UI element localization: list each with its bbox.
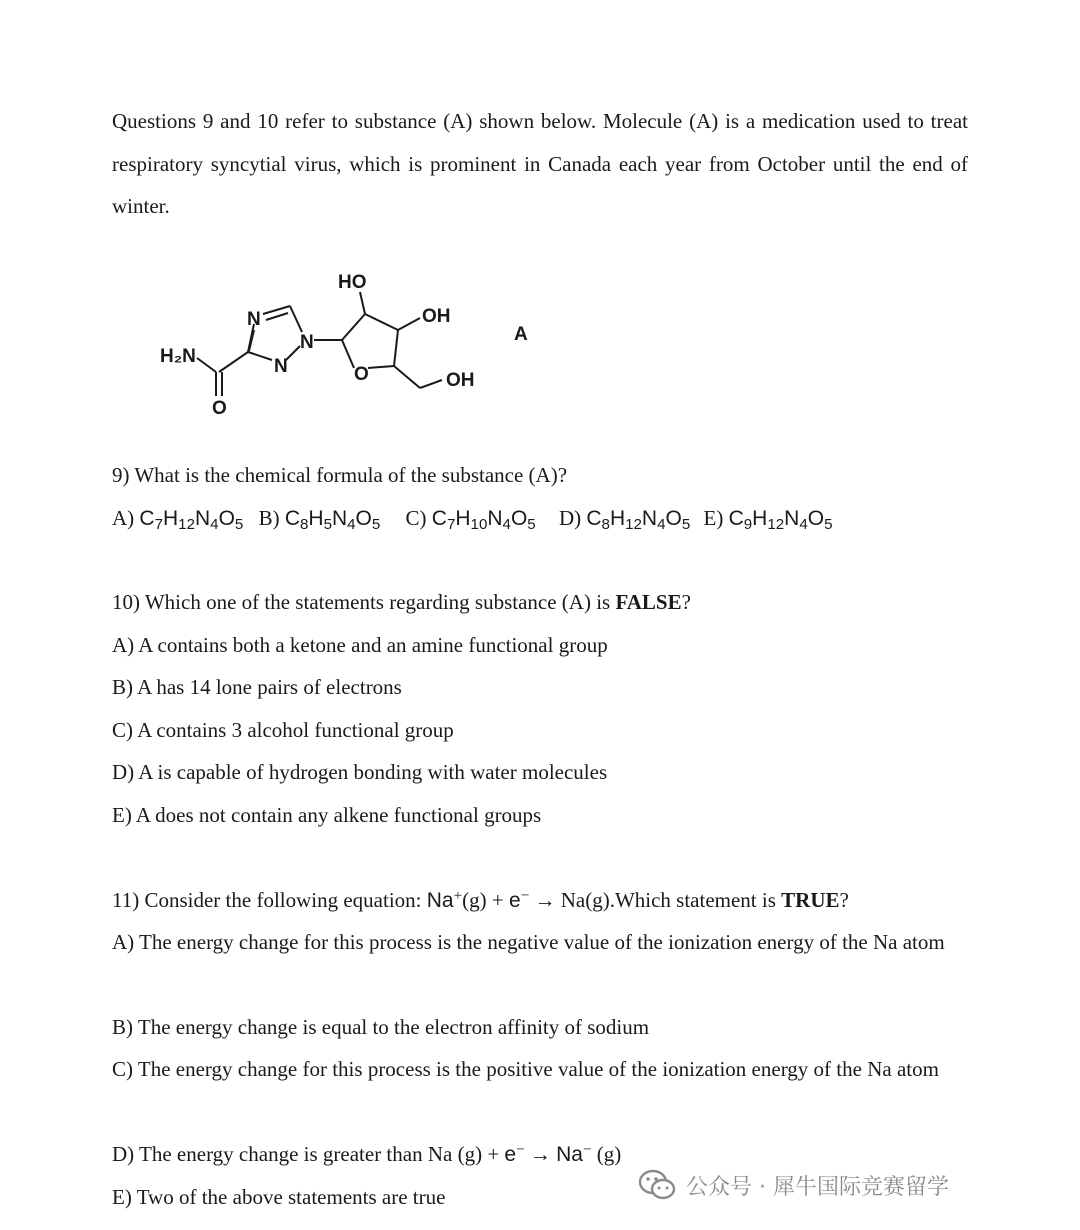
bond-o-c1	[342, 340, 354, 368]
bond-c1-c2	[342, 314, 365, 340]
q9-options	[112, 497, 832, 540]
q10-option-a: A) A contains both a ketone and an amine functional group	[112, 633, 608, 657]
bond-c4-o	[368, 366, 394, 368]
q10-question: 10) Which one of the statements regarding substance (A) is FALSE?	[112, 590, 691, 614]
q9-option-b: B) $C_8H_5N_4O_5$	[258, 506, 381, 534]
atom-n-top: N	[247, 309, 261, 330]
bond-c-c3	[219, 352, 248, 372]
atom-ho: HO	[338, 272, 367, 293]
bond-c2-c3	[365, 314, 398, 330]
molecule-label: A	[514, 324, 528, 345]
atom-oh-ch2: OH	[446, 370, 475, 391]
atom-h2n: H₂N	[160, 346, 196, 367]
molecule-a-structure	[150, 262, 550, 422]
q11-option-b: B) The energy change is equal to the electron affinity of sodium	[112, 1015, 650, 1039]
bond-c3-oh	[398, 318, 420, 330]
bond-n2-c3	[248, 352, 272, 360]
watermark	[638, 1168, 949, 1202]
q9-question: 9) What is the chemical formula of the substance (A)?	[112, 463, 568, 487]
atom-n-bottom: N	[274, 356, 288, 377]
bond-c4-ch2	[394, 366, 420, 388]
bond-n4-c5-double	[266, 313, 288, 320]
q11-option-e: E) Two of the above statements are true	[112, 1185, 446, 1209]
q9-option-a: A) $C_7H_{12}N_4O_5$	[112, 506, 244, 534]
bond-c5-n1	[290, 306, 302, 332]
q11-question: 11) Consider the following equation: Na+(g) + e− → Na(g).Which statement is TRUE?	[112, 888, 849, 912]
atom-n-right: N	[300, 332, 314, 353]
q9-option-c: C) $C_7H_{10}N_4O_5$	[405, 506, 536, 534]
bond-n1-n2	[286, 346, 300, 360]
q10-option-d: D) A is capable of hydrogen bonding with water molecules	[112, 760, 608, 784]
q11-option-a: A) The energy change for this process is the negative value of the ionization energy of the Na atom	[112, 930, 945, 954]
wechat-icon	[638, 1168, 676, 1202]
q9-option-d: D) $C_8H_{12}N_4O_5$	[558, 506, 691, 534]
bond-n-c	[197, 358, 216, 372]
q10-option-c: C) A contains 3 alcohol functional group	[112, 718, 454, 742]
q10-option-e: E) A does not contain any alkene functional groups	[112, 803, 542, 827]
atom-o-ring: O	[354, 364, 369, 385]
q11-option-c: C) The energy change for this process is the positive value of the ionization energy of the Na atom	[112, 1057, 939, 1081]
intro-paragraph: Questions 9 and 10 refer to substance (A) shown below. Molecule (A) is a medication used to treat respiratory syncytial virus, which is prominent in Canada each year from October until the end of winter.	[112, 109, 968, 218]
q10-option-b: B) A has 14 lone pairs of electrons	[112, 675, 402, 699]
watermark-text: 公众号 · 犀牛国际竞赛留学	[686, 1174, 949, 1200]
q9-option-e: E) $C_9H_{12}N_4O_5$	[703, 506, 833, 534]
bond-c3-c4	[394, 330, 398, 366]
atom-oh-ring: OH	[422, 306, 451, 327]
q11-option-d: D) The energy change is greater than Na (g) + e− → Na− (g)	[112, 1142, 622, 1166]
bond-ch2-oh	[420, 380, 442, 388]
bond-c2-ho	[360, 292, 365, 314]
atom-o-carbonyl: O	[212, 398, 227, 419]
